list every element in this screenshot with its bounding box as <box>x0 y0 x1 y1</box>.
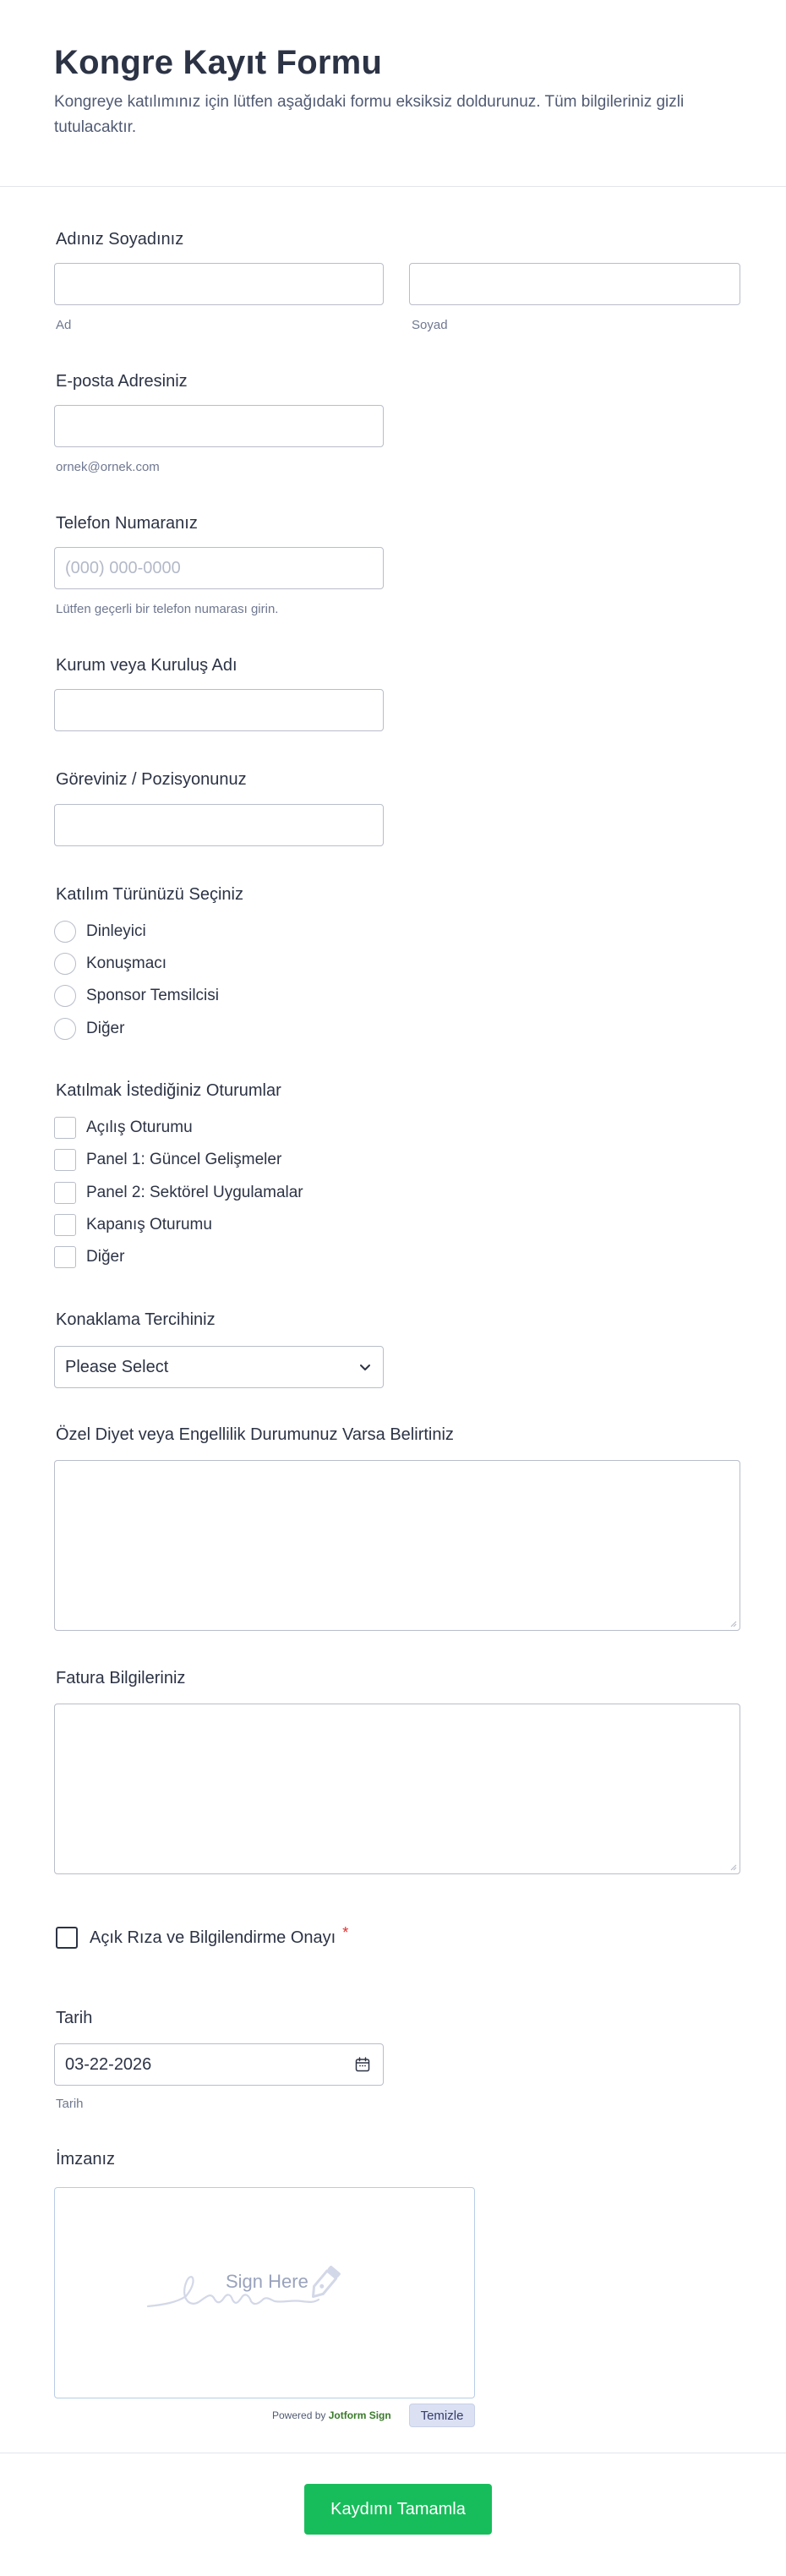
last-name-input[interactable] <box>409 263 740 305</box>
billing-textarea[interactable] <box>54 1704 740 1874</box>
participation-option-label: Konuşmacı <box>86 954 167 972</box>
session-option[interactable] <box>54 1245 124 1269</box>
form-title: Kongre Kayıt Formu <box>54 44 383 81</box>
chevron-down-icon <box>359 1361 371 1373</box>
participation-option[interactable] <box>54 984 219 1008</box>
participation-label: Katılım Türünüzü Seçiniz <box>56 885 243 904</box>
billing-label: Fatura Bilgileriniz <box>56 1669 186 1687</box>
clear-signature-button[interactable]: Temizle <box>409 2404 475 2427</box>
diet-label: Özel Diyet veya Engellilik Durumunuz Varsa Belirtiniz <box>56 1425 454 1444</box>
required-mark: * <box>342 1923 349 1941</box>
radio-button[interactable] <box>54 921 76 943</box>
checkbox[interactable] <box>54 1214 76 1236</box>
calendar-icon[interactable] <box>354 2056 371 2073</box>
date-sublabel: Tarih <box>56 2097 84 2111</box>
last-name-sublabel: Soyad <box>412 318 448 332</box>
participation-option-label: Sponsor Temsilcisi <box>86 987 219 1004</box>
powered-by-prefix: Powered by <box>272 2409 326 2421</box>
session-option-label: Diğer <box>86 1248 125 1266</box>
radio-button[interactable] <box>54 1018 76 1040</box>
participation-option[interactable] <box>54 1017 124 1041</box>
participation-option-label: Dinleyici <box>86 922 146 940</box>
date-value: 03-22-2026 <box>65 2054 152 2074</box>
phone-sublabel: Lütfen geçerli bir telefon numarası girin. <box>56 602 279 616</box>
email-label: E-posta Adresiniz <box>56 372 188 391</box>
name-label: Adınız Soyadınız <box>56 230 184 249</box>
form-subtitle: Kongreye katılımınız için lütfen aşağıdaki formu eksiksiz doldurunuz. Tüm bilgileriniz gizli tutulacaktır. <box>54 93 685 136</box>
email-input[interactable] <box>54 405 384 447</box>
first-name-sublabel: Ad <box>56 318 72 332</box>
email-sublabel: ornek@ornek.com <box>56 460 160 474</box>
participation-option[interactable] <box>54 920 146 943</box>
checkbox[interactable] <box>54 1149 76 1171</box>
consent-checkbox-row[interactable] <box>56 1923 349 1950</box>
phone-placeholder: (000) 000-0000 <box>65 558 181 577</box>
session-option-label: Açılış Oturumu <box>86 1118 193 1136</box>
organization-label: Kurum veya Kuruluş Adı <box>56 656 237 675</box>
participation-option-label: Diğer <box>86 1020 125 1037</box>
checkbox[interactable] <box>54 1182 76 1204</box>
checkbox[interactable] <box>54 1246 76 1268</box>
session-option[interactable] <box>54 1213 212 1237</box>
accommodation-label: Konaklama Tercihiniz <box>56 1310 216 1329</box>
accommodation-selected-value: Please Select <box>65 1357 169 1376</box>
sessions-label: Katılmak İstediğiniz Oturumlar <box>56 1081 281 1100</box>
diet-textarea[interactable] <box>54 1460 740 1631</box>
powered-by-text <box>272 2409 391 2421</box>
form-header <box>0 0 786 187</box>
resize-handle-icon[interactable] <box>729 1619 737 1627</box>
consent-label: Açık Rıza ve Bilgilendirme Onayı <box>90 1928 336 1947</box>
first-name-input[interactable] <box>54 263 384 305</box>
sign-here-text: Sign Here <box>226 2271 308 2292</box>
signature-label: İmzanız <box>56 2150 116 2169</box>
checkbox[interactable] <box>54 1117 76 1139</box>
consent-checkbox[interactable] <box>56 1927 78 1949</box>
date-label: Tarih <box>56 2009 93 2027</box>
signature-pad[interactable] <box>54 2187 475 2398</box>
submit-button[interactable]: Kaydımı Tamamla <box>304 2484 492 2535</box>
session-option-label: Panel 1: Güncel Gelişmeler <box>86 1151 282 1168</box>
session-option[interactable] <box>54 1148 281 1172</box>
accommodation-select[interactable] <box>54 1346 384 1388</box>
position-label: Göreviniz / Pozisyonunuz <box>56 770 247 789</box>
session-option[interactable] <box>54 1181 303 1205</box>
phone-input[interactable] <box>54 547 384 589</box>
jotform-sign-brand: Jotform Sign <box>328 2409 391 2421</box>
radio-button[interactable] <box>54 985 76 1007</box>
session-option[interactable] <box>54 1116 193 1140</box>
phone-label: Telefon Numaranız <box>56 514 198 533</box>
date-input[interactable] <box>54 2043 384 2086</box>
organization-input[interactable] <box>54 689 384 731</box>
session-option-label: Kapanış Oturumu <box>86 1216 212 1233</box>
radio-button[interactable] <box>54 953 76 975</box>
position-input[interactable] <box>54 804 384 846</box>
resize-handle-icon[interactable] <box>729 1862 737 1871</box>
session-option-label: Panel 2: Sektörel Uygulamalar <box>86 1184 303 1201</box>
participation-option[interactable] <box>54 952 166 976</box>
